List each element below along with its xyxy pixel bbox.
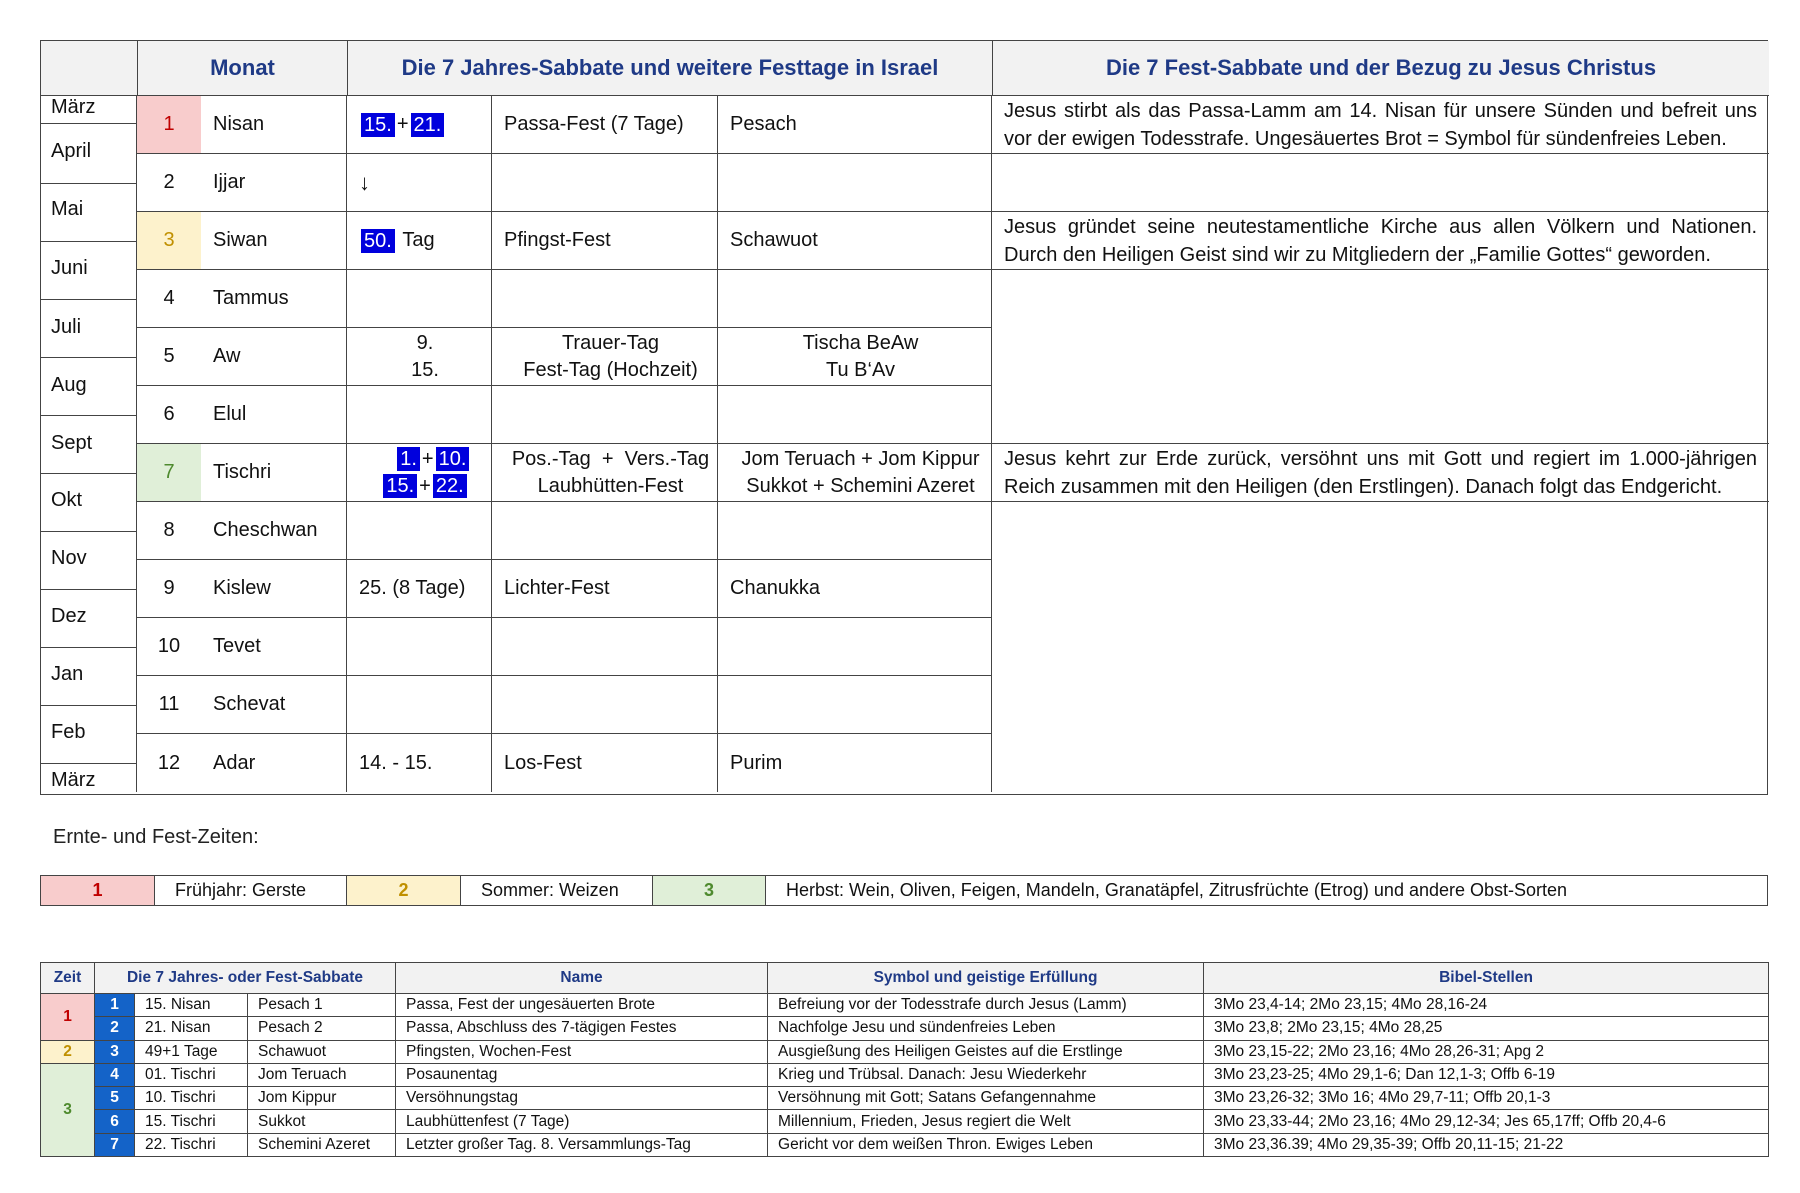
festival-days bbox=[347, 96, 492, 154]
sabbath-day-badge: 15. bbox=[361, 113, 395, 137]
month-label: Juli bbox=[51, 316, 82, 338]
feast-refs: 3Mo 23,8; 2Mo 23,15; 4Mo 28,25 bbox=[1204, 1017, 1769, 1040]
season-cell: 1 bbox=[41, 994, 95, 1041]
month-name: Ijjar bbox=[201, 154, 347, 212]
festival-hebrew bbox=[718, 618, 992, 676]
festival-hebrew-line: Tu B‘Av bbox=[826, 358, 895, 381]
feast-symbol: Ausgießung des Heiligen Geistes auf die Erstlinge bbox=[768, 1040, 1204, 1063]
festival-days bbox=[347, 444, 492, 502]
jesus-reference-empty bbox=[992, 154, 1769, 212]
sabbath-day-badge: 50. bbox=[361, 229, 395, 253]
festival-hebrew: Purim bbox=[718, 734, 992, 792]
month-number: 10 bbox=[137, 618, 201, 676]
month-name: Siwan bbox=[201, 212, 347, 270]
feast-symbol: Gericht vor dem weißen Thron. Ewiges Leben bbox=[768, 1133, 1204, 1156]
festival-days bbox=[347, 212, 492, 270]
jesus-reference-empty bbox=[992, 502, 1769, 792]
jesus-reference-siwan: Jesus gründet seine neutestamentliche Kirche aus allen Völkern und Nationen. Durch den Heiligen Geist sind wir zu Mitgliedern der „Familie Gottes“ geworden. bbox=[992, 212, 1769, 270]
legend-title: Ernte- und Fest-Zeiten: bbox=[53, 826, 259, 848]
feast-date: 22. Tischri bbox=[135, 1133, 248, 1156]
festival-name: Passa-Fest (7 Tage) bbox=[492, 96, 718, 154]
festival-days bbox=[347, 386, 492, 444]
feast-symbol: Befreiung vor der Todesstrafe durch Jesus (Lamm) bbox=[768, 994, 1204, 1017]
legend-label: Sommer: Weizen bbox=[461, 876, 653, 905]
festival-name bbox=[492, 328, 718, 386]
legend-number: 2 bbox=[347, 876, 461, 905]
festival-hebrew bbox=[718, 328, 992, 386]
month-label: Jan bbox=[51, 663, 84, 685]
feast-date: 49+1 Tage bbox=[135, 1040, 248, 1063]
festival-name bbox=[492, 386, 718, 444]
feast-sabbath-table bbox=[40, 962, 1769, 1157]
month-label: April bbox=[51, 140, 92, 162]
month-label: Feb bbox=[51, 721, 86, 743]
month-name: Schevat bbox=[201, 676, 347, 734]
feast-hebrew: Schawuot bbox=[248, 1040, 396, 1063]
feast-name: Passa, Abschluss des 7-tägigen Festes bbox=[396, 1017, 768, 1040]
feast-date: 01. Tischri bbox=[135, 1063, 248, 1086]
column-header: Symbol und geistige Erfüllung bbox=[768, 963, 1204, 994]
festival-name bbox=[492, 270, 718, 328]
month-label: Nov bbox=[51, 547, 87, 569]
month-label: Sept bbox=[51, 432, 93, 454]
feast-hebrew: Sukkot bbox=[248, 1110, 396, 1133]
festival-days: 14. - 15. bbox=[347, 734, 492, 792]
plus-sign: + bbox=[396, 113, 409, 135]
month-label: Juni bbox=[51, 257, 88, 279]
feast-refs: 3Mo 23,23-25; 4Mo 29,1-6; Dan 12,1-3; Offb 6-19 bbox=[1204, 1063, 1769, 1086]
month-number: 7 bbox=[137, 444, 201, 502]
column-header: Bibel-Stellen bbox=[1204, 963, 1769, 994]
feast-refs: 3Mo 23,4-14; 2Mo 23,15; 4Mo 28,16-24 bbox=[1204, 994, 1769, 1017]
day-pair bbox=[381, 473, 468, 500]
arrow-down-icon: ↓ bbox=[347, 154, 492, 212]
feast-number: 6 bbox=[95, 1110, 135, 1133]
month-label: März bbox=[51, 96, 96, 118]
month-name: Kislew bbox=[201, 560, 347, 618]
festival-hebrew: Pesach bbox=[718, 96, 992, 154]
season-cell: 3 bbox=[41, 1063, 95, 1156]
festival-days bbox=[347, 502, 492, 560]
month-name: Nisan bbox=[201, 96, 347, 154]
feast-number: 2 bbox=[95, 1017, 135, 1040]
sabbath-day-badge: 21. bbox=[411, 113, 445, 137]
feast-refs: 3Mo 23,15-22; 2Mo 23,16; 4Mo 28,26-31; Apg 2 bbox=[1204, 1040, 1769, 1063]
festival-days bbox=[347, 270, 492, 328]
table-row bbox=[41, 1017, 1769, 1040]
month-number: 8 bbox=[137, 502, 201, 560]
month-name: Tevet bbox=[201, 618, 347, 676]
month-name: Tischri bbox=[201, 444, 347, 502]
column-header: Die 7 Jahres- oder Fest-Sabbate bbox=[95, 963, 396, 994]
table-row bbox=[41, 1133, 1769, 1156]
feast-symbol: Millennium, Frieden, Jesus regiert die Welt bbox=[768, 1110, 1204, 1133]
feast-date: 10. Tischri bbox=[135, 1087, 248, 1110]
festival-name bbox=[492, 618, 718, 676]
feast-hebrew: Pesach 1 bbox=[248, 994, 396, 1017]
festival-hebrew: Chanukka bbox=[718, 560, 992, 618]
festival-name-line: Fest-Tag (Hochzeit) bbox=[523, 358, 698, 381]
harvest-legend bbox=[40, 875, 1768, 906]
month-number: 2 bbox=[137, 154, 201, 212]
jesus-reference-nisan: Jesus stirbt als das Passa-Lamm am 14. Nisan für unsere Sünden und befreit uns vor der ewigen Todesstrafe. Ungesäuertes Brot = Symbol für sündenfreies Leben. bbox=[992, 96, 1769, 154]
festival-hebrew-line: Tischa BeAw bbox=[802, 331, 919, 354]
festival-hebrew bbox=[718, 154, 992, 212]
festival-hebrew bbox=[718, 444, 992, 502]
feast-name: Posaunentag bbox=[396, 1063, 768, 1086]
festival-name: Pfingst-Fest bbox=[492, 212, 718, 270]
month-name: Cheschwan bbox=[201, 502, 347, 560]
jesus-reference-tischri: Jesus kehrt zur Erde zurück, versöhnt uns mit Gott und regiert im 1.000-jährigen Reich zusammen mit den Heiligen (den Erstlingen). Danach folgt das Endgericht. bbox=[992, 444, 1769, 502]
plus-sign: + bbox=[419, 474, 431, 497]
festival-hebrew-line: Jom Teruach + Jom Kippur bbox=[741, 447, 980, 470]
festival-hebrew: Schawuot bbox=[718, 212, 992, 270]
festival-days: 25. (8 Tage) bbox=[347, 560, 492, 618]
feast-number: 7 bbox=[95, 1133, 135, 1156]
legend-label: Frühjahr: Gerste bbox=[155, 876, 347, 905]
feast-number: 3 bbox=[95, 1040, 135, 1063]
table-row bbox=[41, 1063, 1769, 1086]
festival-hebrew bbox=[718, 502, 992, 560]
feast-number: 5 bbox=[95, 1087, 135, 1110]
jesus-reference-empty bbox=[992, 270, 1769, 444]
month-number: 4 bbox=[137, 270, 201, 328]
month-name: Tammus bbox=[201, 270, 347, 328]
month-label: März bbox=[51, 769, 96, 791]
day-value: 9. bbox=[416, 331, 434, 354]
column-header: Name bbox=[396, 963, 768, 994]
month-label: Dez bbox=[51, 605, 87, 627]
month-name: Aw bbox=[201, 328, 347, 386]
festival-name bbox=[492, 502, 718, 560]
gregorian-month-column bbox=[41, 96, 137, 792]
feast-number: 4 bbox=[95, 1063, 135, 1086]
festival-hebrew bbox=[718, 386, 992, 444]
month-number: 3 bbox=[137, 212, 201, 270]
festival-days bbox=[347, 618, 492, 676]
feast-date: 21. Nisan bbox=[135, 1017, 248, 1040]
feast-refs: 3Mo 23,26-32; 3Mo 16; 4Mo 29,7-11; Offb 20,1-3 bbox=[1204, 1087, 1769, 1110]
feast-hebrew: Jom Kippur bbox=[248, 1087, 396, 1110]
feast-name: Passa, Fest der ungesäuerten Brote bbox=[396, 994, 768, 1017]
festival-name bbox=[492, 154, 718, 212]
festival-name bbox=[492, 676, 718, 734]
table-row bbox=[41, 1040, 1769, 1063]
festival-name-line: Laubhütten-Fest bbox=[537, 474, 684, 497]
feast-name: Versöhnungstag bbox=[396, 1087, 768, 1110]
header-jahres-sabbate: Die 7 Jahres-Sabbate und weitere Festtage in Israel bbox=[347, 41, 992, 96]
legend-number: 1 bbox=[41, 876, 155, 905]
feast-name: Laubhüttenfest (7 Tage) bbox=[396, 1110, 768, 1133]
sabbath-day-badge: 10. bbox=[436, 447, 470, 471]
festival-name: Lichter-Fest bbox=[492, 560, 718, 618]
festival-name-line: Pos.-Tag + Vers.-Tag bbox=[511, 447, 710, 470]
header-fest-sabbate: Die 7 Fest-Sabbate und der Bezug zu Jesus Christus bbox=[992, 41, 1769, 96]
feast-hebrew: Schemini Azeret bbox=[248, 1133, 396, 1156]
feast-symbol: Versöhnung mit Gott; Satans Gefangennahme bbox=[768, 1087, 1204, 1110]
feast-date: 15. Nisan bbox=[135, 994, 248, 1017]
legend-label: Herbst: Wein, Oliven, Feigen, Mandeln, Granatäpfel, Zitrusfrüchte (Etrog) und andere Obst-Sorten bbox=[786, 880, 1568, 900]
feast-name: Letzter großer Tag. 8. Versammlungs-Tag bbox=[396, 1133, 768, 1156]
month-name: Elul bbox=[201, 386, 347, 444]
sabbath-day-badge: 1. bbox=[397, 447, 420, 471]
feast-symbol: Krieg und Trübsal. Danach: Jesu Wiederkehr bbox=[768, 1063, 1204, 1086]
header-empty bbox=[41, 41, 137, 96]
calendar-table bbox=[40, 40, 1768, 795]
sabbath-day-badge: 22. bbox=[433, 474, 467, 498]
month-label: Aug bbox=[51, 374, 87, 396]
column-header: Zeit bbox=[41, 963, 95, 994]
festival-name-line: Trauer-Tag bbox=[561, 331, 660, 354]
feast-date: 15. Tischri bbox=[135, 1110, 248, 1133]
table-row bbox=[41, 1110, 1769, 1133]
festival-days bbox=[347, 676, 492, 734]
legend-number: 3 bbox=[653, 876, 766, 905]
season-cell: 2 bbox=[41, 1040, 95, 1063]
month-number: 9 bbox=[137, 560, 201, 618]
feast-hebrew: Jom Teruach bbox=[248, 1063, 396, 1086]
day-pair bbox=[379, 446, 472, 473]
feast-refs: 3Mo 23,33-44; 2Mo 23,16; 4Mo 29,12-34; Jes 65,17ff; Offb 20,4-6 bbox=[1204, 1110, 1769, 1133]
month-number: 5 bbox=[137, 328, 201, 386]
plus-sign: + bbox=[421, 447, 434, 470]
festival-hebrew bbox=[718, 270, 992, 328]
header-monat: Monat bbox=[137, 41, 347, 96]
table-row bbox=[41, 994, 1769, 1017]
tag-label: Tag bbox=[402, 229, 435, 251]
month-label: Okt bbox=[51, 489, 83, 511]
festival-name bbox=[492, 444, 718, 502]
festival-name: Los-Fest bbox=[492, 734, 718, 792]
feast-number: 1 bbox=[95, 994, 135, 1017]
day-value: 15. bbox=[411, 358, 439, 381]
festival-hebrew-line: Sukkot + Schemini Azeret bbox=[746, 474, 975, 497]
sabbath-day-badge: 15. bbox=[383, 474, 417, 498]
month-number: 1 bbox=[137, 96, 201, 154]
month-number: 11 bbox=[137, 676, 201, 734]
festival-hebrew bbox=[718, 676, 992, 734]
month-label: Mai bbox=[51, 198, 84, 220]
feast-hebrew: Pesach 2 bbox=[248, 1017, 396, 1040]
month-number: 6 bbox=[137, 386, 201, 444]
month-name: Adar bbox=[201, 734, 347, 792]
festival-days bbox=[347, 328, 492, 386]
feast-refs: 3Mo 23,36.39; 4Mo 29,35-39; Offb 20,11-15; 21-22 bbox=[1204, 1133, 1769, 1156]
feast-name: Pfingsten, Wochen-Fest bbox=[396, 1040, 768, 1063]
month-number: 12 bbox=[157, 751, 181, 774]
feast-symbol: Nachfolge Jesu und sündenfreies Leben bbox=[768, 1017, 1204, 1040]
table-row bbox=[41, 1087, 1769, 1110]
